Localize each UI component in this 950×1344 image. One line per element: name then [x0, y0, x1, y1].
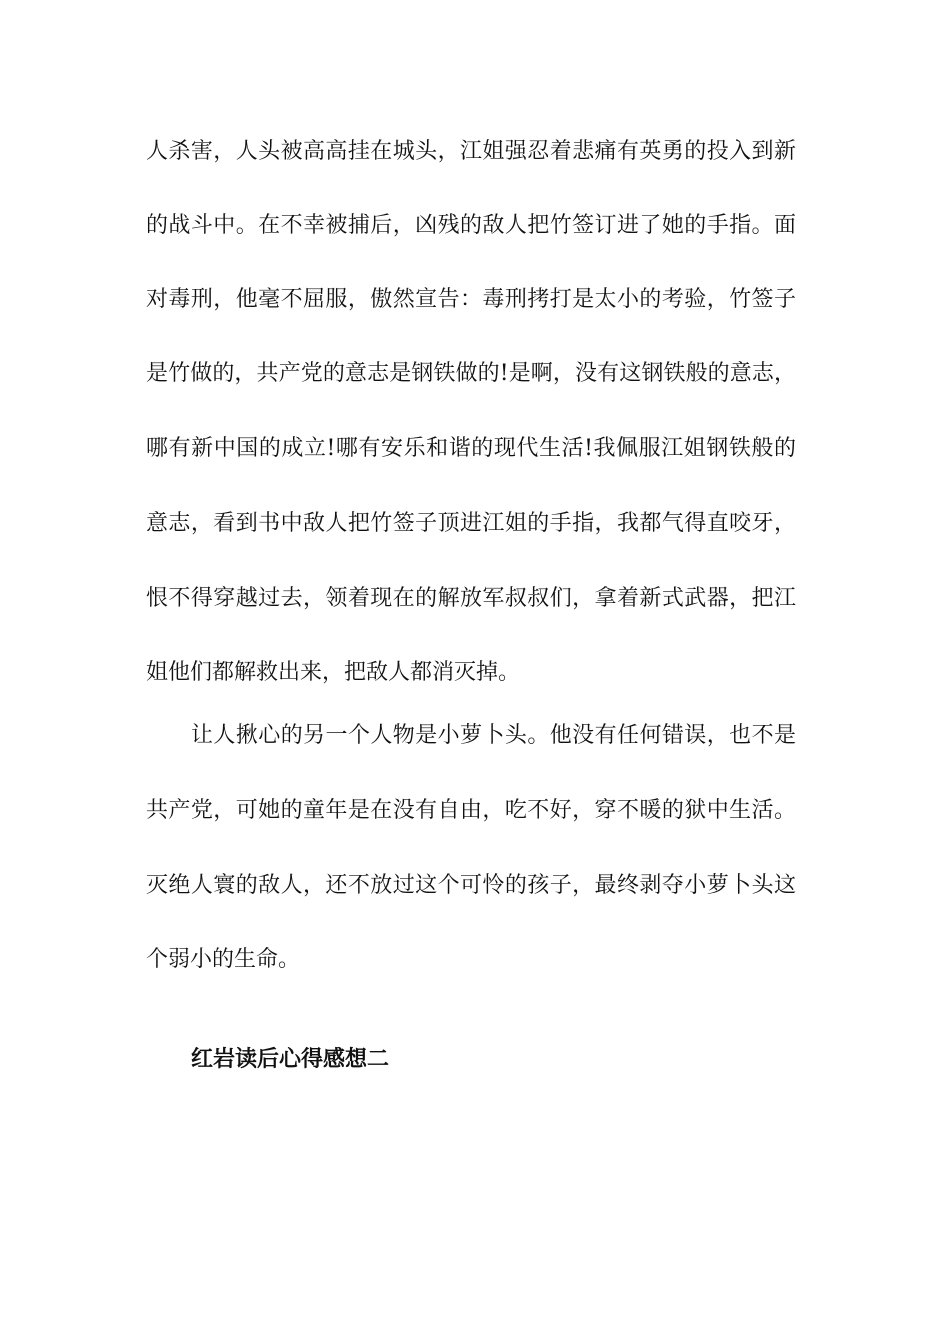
paragraph-1-line-2: 的战斗中。在不幸被捕后，凶残的敌人把竹签订进了她的手指。面: [146, 213, 796, 238]
paragraph-1-line-5: 哪有新中国的成立!哪有安乐和谐的现代生活!我佩服江姐钢铁般的: [146, 436, 796, 461]
section-heading: 红岩读后心得感想二: [191, 1047, 390, 1072]
paragraph-2-line-3: 灭绝人寰的敌人，还不放过这个可怜的孩子，最终剥夺小萝卜头这: [146, 873, 796, 898]
paragraph-2-line-2: 共产党，可她的童年是在没有自由，吃不好，穿不暖的狱中生活。: [146, 798, 796, 823]
paragraph-1-line-7: 恨不得穿越过去，领着现在的解放军叔叔们，拿着新式武器，把江: [146, 586, 796, 611]
paragraph-2-line-4: 个弱小的生命。: [146, 947, 301, 972]
paragraph-1-line-3: 对毒刑，他毫不屈服，傲然宣告：毒刑拷打是太小的考验，竹签子: [146, 287, 796, 312]
paragraph-1-line-4: 是竹做的，共产党的意志是钢铁做的!是啊，没有这钢铁般的意志，: [146, 361, 796, 386]
paragraph-1-line-1: 人杀害，人头被高高挂在城头，江姐强忍着悲痛有英勇的投入到新: [146, 139, 796, 164]
paragraph-1-line-8: 姐他们都解救出来，把敌人都消灭掉。: [146, 660, 521, 685]
paragraph-1-line-6: 意志，看到书中敌人把竹签子顶进江姐的手指，我都气得直咬牙，: [146, 511, 796, 536]
paragraph-2-line-1: 让人揪心的另一个人物是小萝卜头。他没有任何错误，也不是: [191, 723, 796, 748]
